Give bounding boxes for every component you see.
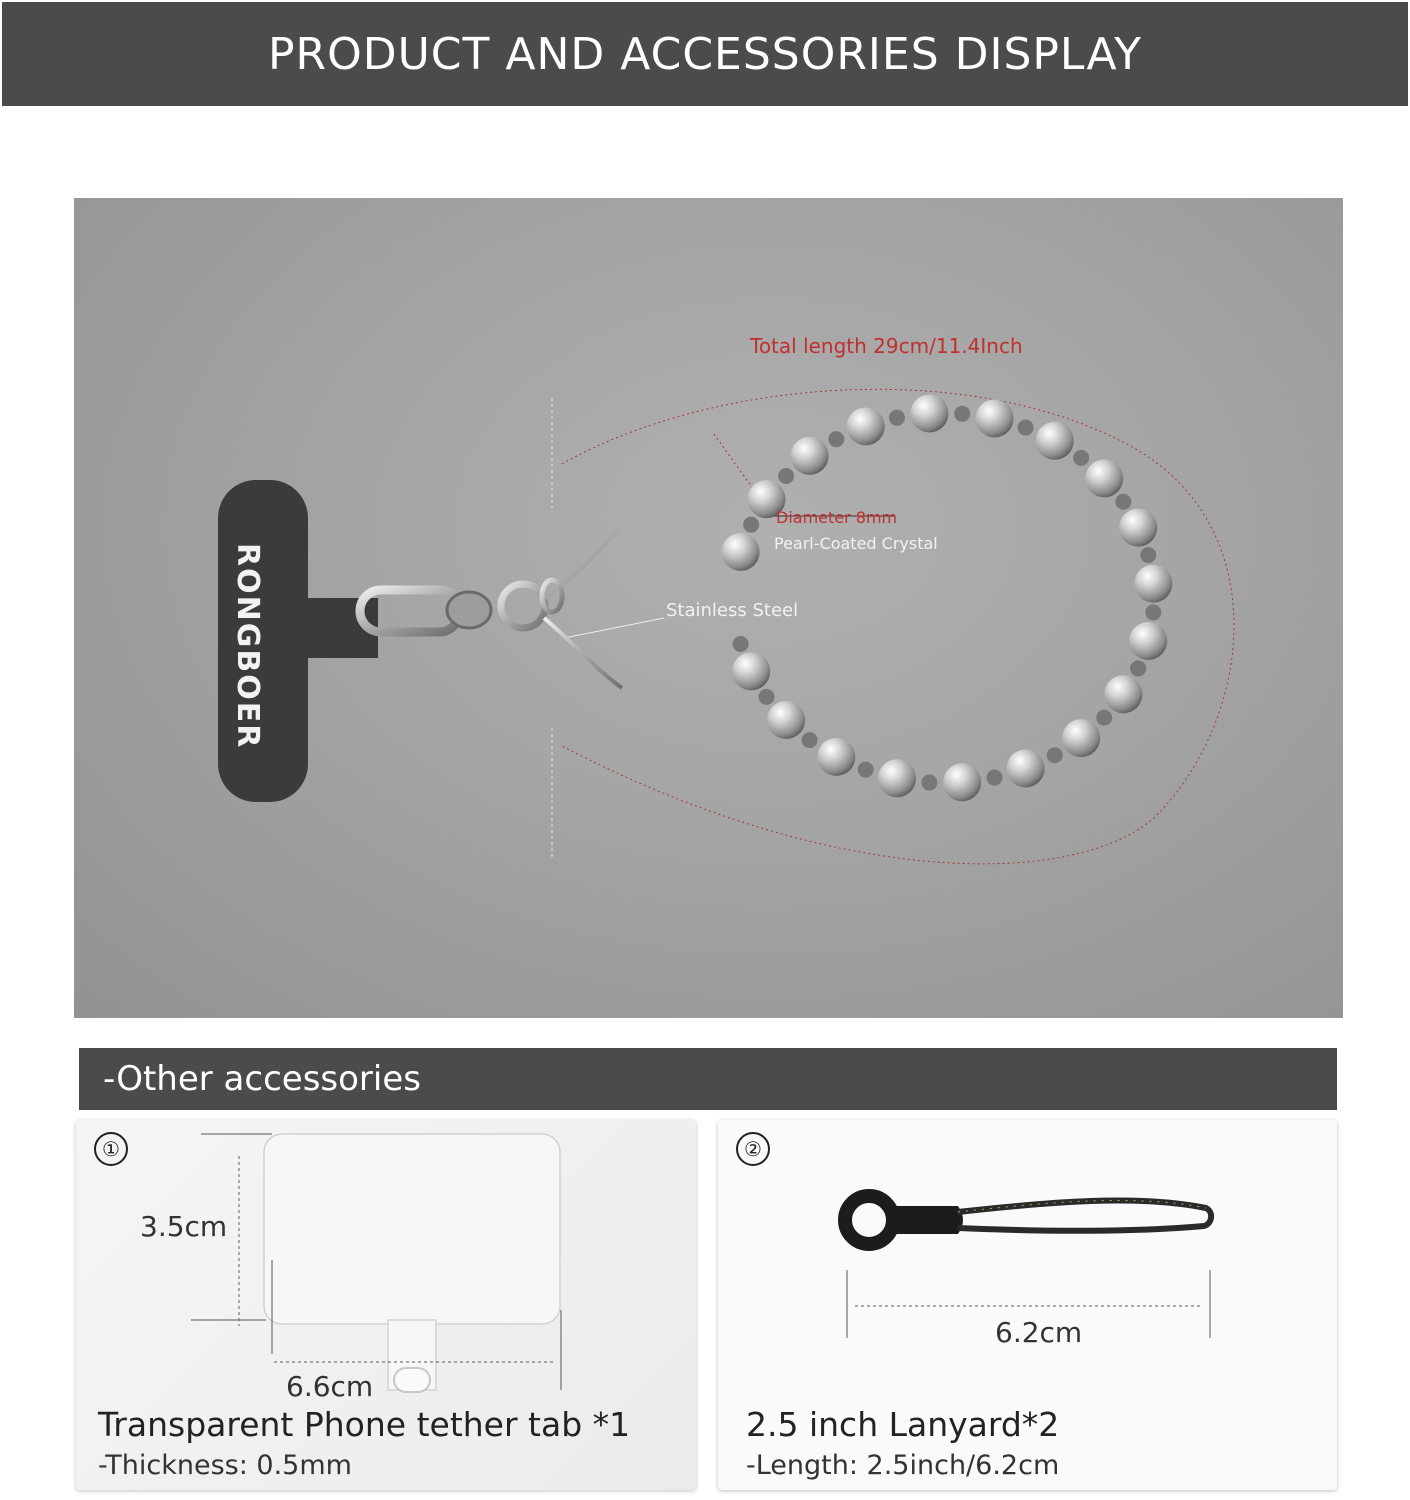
accessory-card-tether-tab [76, 1120, 696, 1490]
bead-spacer [802, 732, 818, 748]
bead [817, 738, 855, 776]
product-photo [74, 198, 1343, 1018]
item-number-2: ② [736, 1132, 770, 1166]
tab-width-dimension: 6.6cm [286, 1370, 374, 1403]
bead [1119, 509, 1157, 547]
bead [1134, 565, 1172, 603]
bead [1062, 719, 1100, 757]
bead [847, 407, 885, 445]
tether-tab-name: Transparent Phone tether tab *1 [98, 1405, 631, 1444]
bead [722, 533, 760, 571]
bead-material-label: Pearl-Coated Crystal [774, 534, 938, 553]
bead-spacer [986, 770, 1002, 786]
item-number-1: ① [94, 1132, 128, 1166]
bead-spacer [733, 636, 749, 652]
bead-spacer [954, 406, 970, 422]
bead [910, 394, 948, 432]
bead [767, 701, 805, 739]
bead [943, 763, 981, 801]
bead [1085, 459, 1123, 497]
bead-spacer [1073, 450, 1089, 466]
bead-spacer [1145, 604, 1161, 620]
accessories-title: -Other accessories [103, 1059, 421, 1099]
lanyard-length-dimension: 6.2cm [995, 1316, 1083, 1349]
lanyard-spec: -Length: 2.5inch/6.2cm [746, 1450, 1060, 1481]
bead-spacer [858, 762, 874, 778]
bead [791, 437, 829, 475]
bead [732, 652, 770, 690]
bead [1007, 749, 1045, 787]
bead-spacer [1130, 660, 1146, 676]
bead-spacer [1047, 747, 1063, 763]
total-length-label: Total length 29cm/11.4Inch [750, 334, 1023, 358]
hardware-material-label: Stainless Steel [666, 600, 799, 621]
steel-leader [564, 618, 664, 638]
lanyard-name: 2.5 inch Lanyard*2 [746, 1405, 1060, 1444]
bead-spacer [921, 775, 937, 791]
bead-spacer [778, 468, 794, 484]
bead [1036, 422, 1074, 460]
clasp [360, 528, 622, 688]
bead [1129, 622, 1167, 660]
diameter-label: Diameter 8mm [776, 508, 898, 527]
bead [878, 759, 916, 797]
bead-spacer [743, 517, 759, 533]
bead-spacer [759, 689, 775, 705]
bead-strand [722, 394, 1173, 801]
accessories-banner [79, 1048, 1337, 1110]
brand-logo: RONGBOER [230, 543, 265, 750]
bead-spacer [1140, 547, 1156, 563]
accessory-card-lanyard [718, 1120, 1337, 1490]
bead-spacer [828, 431, 844, 447]
bead [1104, 675, 1142, 713]
tether-tab-spec: -Thickness: 0.5mm [98, 1450, 352, 1481]
bead [975, 399, 1013, 437]
tether-tab [218, 480, 378, 802]
bead-spacer [1018, 420, 1034, 436]
tab-height-dimension: 3.5cm [140, 1210, 228, 1243]
banner-title: PRODUCT AND ACCESSORIES DISPLAY [267, 28, 1143, 80]
page-banner [2, 2, 1408, 106]
bead-spacer [1096, 710, 1112, 726]
bead-spacer [889, 410, 905, 426]
bead-spacer [1115, 494, 1131, 510]
